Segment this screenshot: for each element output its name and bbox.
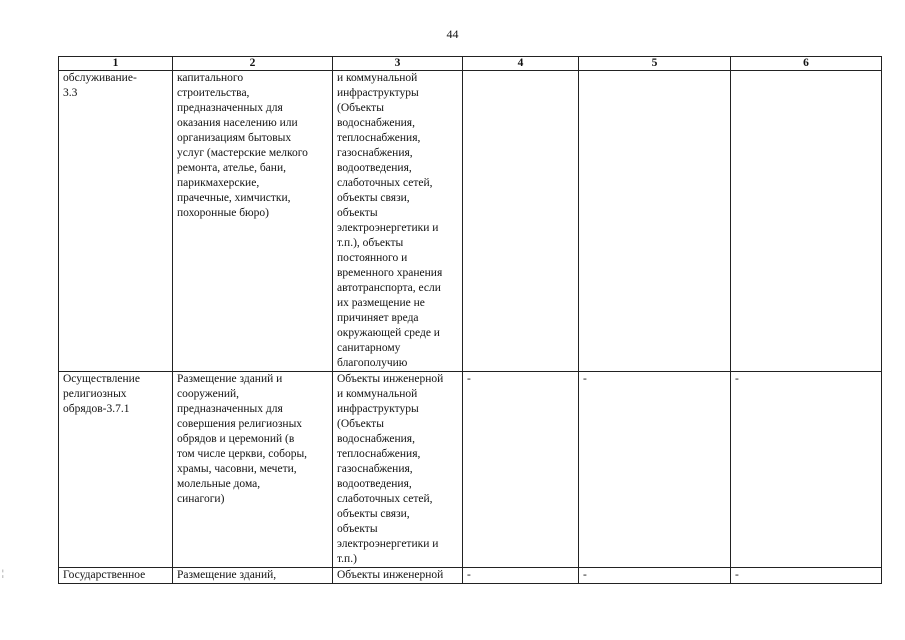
cell-col-5: -	[579, 372, 731, 568]
header-col-6: 6	[731, 57, 882, 71]
cell-col-6: -	[731, 372, 882, 568]
header-col-2: 2	[173, 57, 333, 71]
cell-col-5	[579, 71, 731, 372]
regulation-table	[58, 56, 882, 584]
cell-use-type: Государственное	[59, 568, 173, 584]
table-row	[59, 372, 882, 568]
header-row	[59, 57, 882, 71]
cell-auxiliary-objects: и коммунальной инфраструктуры (Объекты водоснабжения, теплоснабжения, газоснабжения, водоотведения, слаботочных сетей, объекты связи, объекты электроэнергетики и т.п.), объекты постоянного и временного хранения автотранспорта, если их размещение не причиняет вреда окружающей среде и санитарному благополучию	[333, 71, 463, 372]
header-col-1: 1	[59, 57, 173, 71]
cell-col-6	[731, 71, 882, 372]
cell-use-type: обслуживание- 3.3	[59, 71, 173, 372]
table-row	[59, 568, 882, 584]
table-row	[59, 71, 882, 372]
cell-description: капитального строительства, предназначенных для оказания населению или организациям бытовых услуг (мастерские мелкого ремонта, ателье, бани, парикмахерские, прачечные, химчистки, похоронные бюро)	[173, 71, 333, 372]
cell-description: Размещение зданий,	[173, 568, 333, 584]
cell-col-4: -	[463, 568, 579, 584]
scan-edge-mark: ¦	[2, 568, 4, 578]
cell-col-4: -	[463, 372, 579, 568]
cell-auxiliary-objects: Объекты инженерной	[333, 568, 463, 584]
header-col-3: 3	[333, 57, 463, 71]
cell-col-4	[463, 71, 579, 372]
cell-auxiliary-objects: Объекты инженерной и коммунальной инфраструктуры (Объекты водоснабжения, теплоснабжения, газоснабжения, водоотведения, слаботочных сетей, объекты связи, объекты электроэнергетики и т.п.)	[333, 372, 463, 568]
cell-use-type: Осуществление религиозных обрядов-3.7.1	[59, 372, 173, 568]
cell-col-5: -	[579, 568, 731, 584]
header-col-4: 4	[463, 57, 579, 71]
page-number: 44	[446, 27, 459, 41]
cell-col-6: -	[731, 568, 882, 584]
header-col-5: 5	[579, 57, 731, 71]
cell-description: Размещение зданий и сооружений, предназначенных для совершения религиозных обрядов и церемоний (в том числе церкви, соборы, храмы, часовни, мечети, молельные дома, синагоги)	[173, 372, 333, 568]
